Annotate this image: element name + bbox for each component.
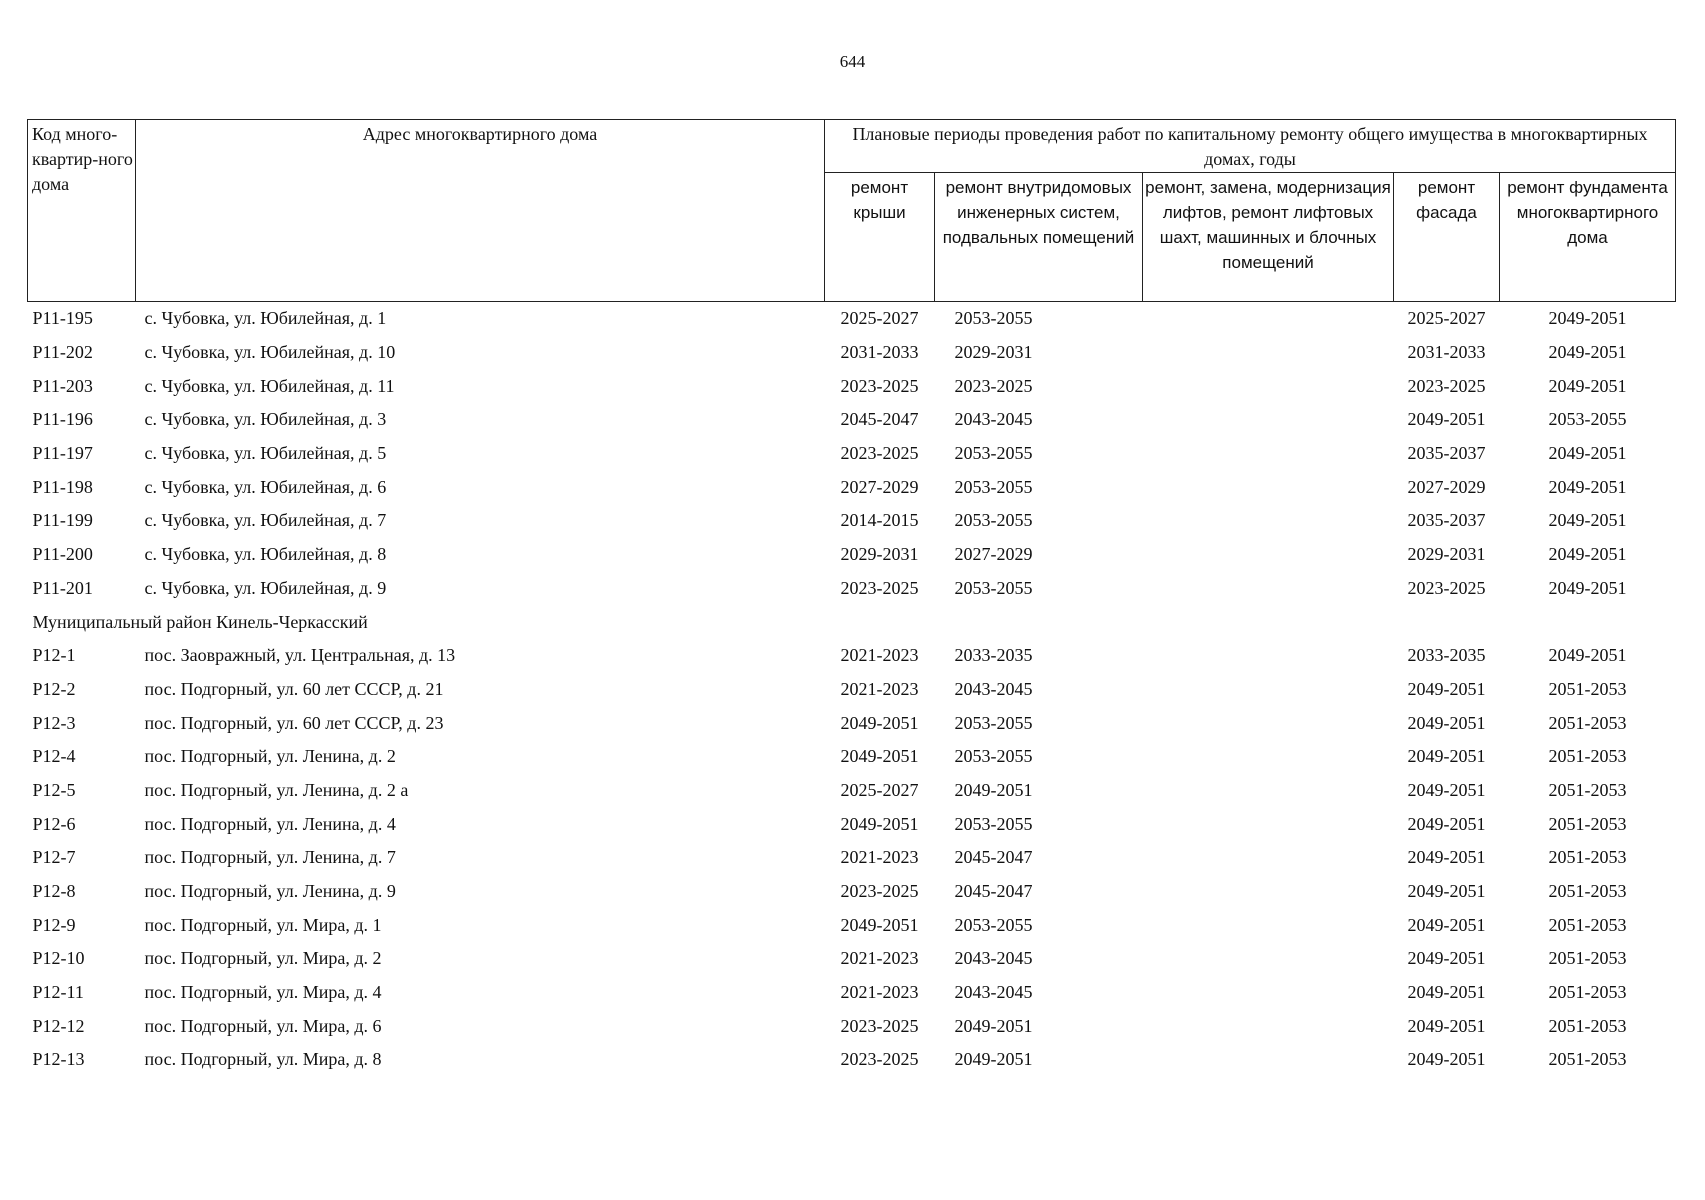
- cell-foundation: 2051-2053: [1548, 881, 1627, 902]
- cell-engineering: 2053-2055: [954, 813, 1033, 834]
- cell-lifts: [1143, 538, 1394, 572]
- cell-address: с. Чубовка, ул. Юбилейная, д. 5: [144, 443, 387, 464]
- header-roof: ремонт крыши: [825, 173, 935, 302]
- cell-code: Р11-197: [32, 443, 93, 464]
- header-address: Адрес многоквартирного дома: [136, 120, 825, 302]
- cell-address: с. Чубовка, ул. Юбилейная, д. 9: [144, 577, 387, 598]
- cell-lifts: [1143, 807, 1394, 841]
- cell-facade: 2049-2051: [1407, 712, 1486, 733]
- cell-facade: 2025-2027: [1407, 308, 1486, 329]
- cell-code: Р11-203: [32, 375, 93, 396]
- table-row: [28, 673, 1676, 707]
- cell-address: пос. Подгорный, ул. Ленина, д. 9: [144, 881, 396, 902]
- cell-code: Р12-7: [32, 847, 76, 868]
- cell-foundation: 2051-2053: [1548, 746, 1627, 767]
- cell-code: Р11-202: [32, 342, 93, 363]
- table-header: [28, 120, 1676, 302]
- header-code: Код много-квартир-ного дома: [28, 120, 136, 302]
- cell-facade: 2033-2035: [1407, 645, 1486, 666]
- cell-engineering: 2049-2051: [954, 779, 1033, 800]
- cell-engineering: 2053-2055: [954, 712, 1033, 733]
- cell-address: пос. Заовражный, ул. Центральная, д. 13: [144, 645, 456, 666]
- cell-address: пос. Подгорный, ул. Мира, д. 8: [144, 1049, 382, 1070]
- cell-facade: 2049-2051: [1407, 779, 1486, 800]
- cell-foundation: 2051-2053: [1548, 678, 1627, 699]
- cell-roof: 2045-2047: [840, 409, 919, 430]
- cell-lifts: [1143, 572, 1394, 606]
- cell-engineering: 2023-2025: [954, 375, 1033, 396]
- cell-foundation: 2051-2053: [1548, 982, 1627, 1003]
- cell-lifts: [1143, 302, 1394, 336]
- table-row: [28, 908, 1676, 942]
- cell-roof: 2049-2051: [840, 746, 919, 767]
- cell-address: с. Чубовка, ул. Юбилейная, д. 10: [144, 342, 396, 363]
- cell-facade: 2029-2031: [1407, 544, 1486, 565]
- cell-facade: 2049-2051: [1407, 847, 1486, 868]
- cell-roof: 2027-2029: [840, 476, 919, 497]
- cell-roof: 2023-2025: [840, 375, 919, 396]
- cell-code: Р12-11: [32, 982, 84, 1003]
- cell-code: Р12-1: [32, 645, 76, 666]
- cell-roof: 2025-2027: [840, 308, 919, 329]
- cell-code: Р12-13: [32, 1049, 85, 1070]
- table-row: [28, 976, 1676, 1010]
- cell-engineering: 2053-2055: [954, 510, 1033, 531]
- cell-code: Р11-196: [32, 409, 93, 430]
- cell-engineering: 2053-2055: [954, 476, 1033, 497]
- table-row: [28, 706, 1676, 740]
- cell-roof: 2023-2025: [840, 443, 919, 464]
- cell-lifts: [1143, 470, 1394, 504]
- cell-engineering: 2053-2055: [954, 308, 1033, 329]
- cell-foundation: 2049-2051: [1548, 476, 1627, 497]
- cell-facade: 2027-2029: [1407, 476, 1486, 497]
- cell-foundation: 2049-2051: [1548, 645, 1627, 666]
- cell-engineering: 2049-2051: [954, 1049, 1033, 1070]
- cell-lifts: [1143, 942, 1394, 976]
- cell-roof: 2023-2025: [840, 881, 919, 902]
- cell-roof: 2021-2023: [840, 948, 919, 969]
- cell-foundation: 2049-2051: [1548, 577, 1627, 598]
- table-body: [28, 302, 1676, 1077]
- cell-foundation: 2049-2051: [1548, 544, 1627, 565]
- table-row: [28, 774, 1676, 808]
- cell-engineering: 2053-2055: [954, 746, 1033, 767]
- cell-facade: 2049-2051: [1407, 678, 1486, 699]
- cell-engineering: 2043-2045: [954, 982, 1033, 1003]
- cell-foundation: 2051-2053: [1548, 914, 1627, 935]
- cell-lifts: [1143, 673, 1394, 707]
- cell-address: с. Чубовка, ул. Юбилейная, д. 11: [144, 375, 395, 396]
- cell-code: Р12-12: [32, 1015, 85, 1036]
- table-row: [28, 437, 1676, 471]
- table-row: [28, 336, 1676, 370]
- cell-code: Р12-9: [32, 914, 76, 935]
- cell-roof: 2021-2023: [840, 982, 919, 1003]
- cell-facade: 2049-2051: [1407, 1049, 1486, 1070]
- cell-lifts: [1143, 908, 1394, 942]
- cell-code: Р11-200: [32, 544, 93, 565]
- cell-address: с. Чубовка, ул. Юбилейная, д. 8: [144, 544, 387, 565]
- cell-roof: 2021-2023: [840, 847, 919, 868]
- cell-facade: 2023-2025: [1407, 375, 1486, 396]
- cell-code: Р12-3: [32, 712, 76, 733]
- cell-foundation: 2049-2051: [1548, 375, 1627, 396]
- cell-foundation: 2051-2053: [1548, 1049, 1627, 1070]
- cell-address: пос. Подгорный, ул. Ленина, д. 7: [144, 847, 396, 868]
- cell-code: Р12-2: [32, 678, 76, 699]
- cell-lifts: [1143, 1043, 1394, 1077]
- header-foundation: ремонт фундамента многоквартирного дома: [1500, 173, 1676, 302]
- page-number: 644: [839, 52, 866, 71]
- table-row: [28, 369, 1676, 403]
- cell-address: пос. Подгорный, ул. Мира, д. 6: [144, 1015, 382, 1036]
- table-row: [28, 807, 1676, 841]
- cell-address: с. Чубовка, ул. Юбилейная, д. 3: [144, 409, 387, 430]
- cell-code: Р11-199: [32, 510, 93, 531]
- cell-foundation: 2051-2053: [1548, 779, 1627, 800]
- cell-lifts: [1143, 1009, 1394, 1043]
- cell-address: пос. Подгорный, ул. Ленина, д. 2 а: [144, 779, 409, 800]
- cell-roof: 2023-2025: [840, 1015, 919, 1036]
- table-row: [28, 841, 1676, 875]
- cell-lifts: [1143, 369, 1394, 403]
- cell-roof: 2049-2051: [840, 712, 919, 733]
- cell-foundation: 2051-2053: [1548, 948, 1627, 969]
- table-row: [28, 403, 1676, 437]
- table-row: [28, 639, 1676, 673]
- cell-engineering: 2043-2045: [954, 409, 1033, 430]
- cell-foundation: 2051-2053: [1548, 813, 1627, 834]
- header-facade: ремонт фасада: [1394, 173, 1500, 302]
- table-row: [28, 504, 1676, 538]
- cell-engineering: 2053-2055: [954, 577, 1033, 598]
- cell-code: Р12-8: [32, 881, 76, 902]
- cell-roof: 2021-2023: [840, 645, 919, 666]
- cell-code: Р11-198: [32, 476, 93, 497]
- cell-foundation: 2053-2055: [1548, 409, 1627, 430]
- table-row: [28, 942, 1676, 976]
- section-title: Муниципальный район Кинель-Черкасский: [32, 611, 368, 632]
- cell-code: Р12-10: [32, 948, 85, 969]
- cell-roof: 2023-2025: [840, 1049, 919, 1070]
- table-row: [28, 302, 1676, 336]
- repair-schedule-table: [27, 119, 1676, 1077]
- cell-code: Р11-201: [32, 577, 93, 598]
- cell-code: Р12-4: [32, 746, 76, 767]
- section-row: [28, 605, 1676, 639]
- cell-roof: 2031-2033: [840, 342, 919, 363]
- cell-roof: 2021-2023: [840, 678, 919, 699]
- cell-foundation: 2049-2051: [1548, 510, 1627, 531]
- cell-engineering: 2043-2045: [954, 678, 1033, 699]
- table-row: [28, 470, 1676, 504]
- table-row: [28, 572, 1676, 606]
- cell-address: пос. Подгорный, ул. Мира, д. 1: [144, 914, 382, 935]
- cell-roof: 2025-2027: [840, 779, 919, 800]
- cell-lifts: [1143, 336, 1394, 370]
- cell-engineering: 2033-2035: [954, 645, 1033, 666]
- cell-address: с. Чубовка, ул. Юбилейная, д. 6: [144, 476, 387, 497]
- cell-engineering: 2043-2045: [954, 948, 1033, 969]
- cell-address: с. Чубовка, ул. Юбилейная, д. 1: [144, 308, 387, 329]
- cell-roof: 2049-2051: [840, 813, 919, 834]
- cell-engineering: 2053-2055: [954, 443, 1033, 464]
- cell-roof: 2029-2031: [840, 544, 919, 565]
- cell-facade: 2035-2037: [1407, 443, 1486, 464]
- cell-lifts: [1143, 706, 1394, 740]
- cell-address: с. Чубовка, ул. Юбилейная, д. 7: [144, 510, 387, 531]
- header-periods: Плановые периоды проведения работ по капитальному ремонту общего имущества в многоквартирных домах, годы: [825, 120, 1676, 173]
- cell-lifts: [1143, 403, 1394, 437]
- cell-code: Р11-195: [32, 308, 93, 329]
- header-engineering: ремонт внутридомовых инженерных систем, подвальных помещений: [935, 173, 1143, 302]
- cell-address: пос. Подгорный, ул. 60 лет СССР, д. 21: [144, 678, 444, 699]
- cell-engineering: 2045-2047: [954, 881, 1033, 902]
- cell-lifts: [1143, 504, 1394, 538]
- cell-address: пос. Подгорный, ул. Мира, д. 2: [144, 948, 382, 969]
- cell-facade: 2049-2051: [1407, 948, 1486, 969]
- cell-lifts: [1143, 437, 1394, 471]
- table-row: [28, 1009, 1676, 1043]
- cell-code: Р12-5: [32, 779, 76, 800]
- cell-address: пос. Подгорный, ул. Ленина, д. 2: [144, 746, 396, 767]
- cell-engineering: 2027-2029: [954, 544, 1033, 565]
- cell-foundation: 2049-2051: [1548, 342, 1627, 363]
- cell-engineering: 2045-2047: [954, 847, 1033, 868]
- cell-engineering: 2053-2055: [954, 914, 1033, 935]
- cell-facade: 2049-2051: [1407, 982, 1486, 1003]
- cell-foundation: 2049-2051: [1548, 443, 1627, 464]
- cell-facade: 2049-2051: [1407, 409, 1486, 430]
- cell-code: Р12-6: [32, 813, 76, 834]
- table-row: [28, 740, 1676, 774]
- cell-address: пос. Подгорный, ул. Мира, д. 4: [144, 982, 382, 1003]
- table-row: [28, 538, 1676, 572]
- cell-engineering: 2029-2031: [954, 342, 1033, 363]
- cell-facade: 2035-2037: [1407, 510, 1486, 531]
- cell-lifts: [1143, 841, 1394, 875]
- cell-foundation: 2051-2053: [1548, 712, 1627, 733]
- cell-facade: 2049-2051: [1407, 813, 1486, 834]
- cell-foundation: 2051-2053: [1548, 1015, 1627, 1036]
- cell-lifts: [1143, 774, 1394, 808]
- cell-facade: 2023-2025: [1407, 577, 1486, 598]
- table-row: [28, 1043, 1676, 1077]
- cell-lifts: [1143, 740, 1394, 774]
- cell-engineering: 2049-2051: [954, 1015, 1033, 1036]
- cell-foundation: 2049-2051: [1548, 308, 1627, 329]
- cell-roof: 2023-2025: [840, 577, 919, 598]
- cell-facade: 2049-2051: [1407, 746, 1486, 767]
- header-lifts: ремонт, замена, модернизация лифтов, ремонт лифтовых шахт, машинных и блочных помещений: [1143, 173, 1394, 302]
- cell-facade: 2031-2033: [1407, 342, 1486, 363]
- cell-address: пос. Подгорный, ул. Ленина, д. 4: [144, 813, 396, 834]
- table-row: [28, 875, 1676, 909]
- cell-facade: 2049-2051: [1407, 881, 1486, 902]
- cell-roof: 2049-2051: [840, 914, 919, 935]
- cell-facade: 2049-2051: [1407, 914, 1486, 935]
- cell-facade: 2049-2051: [1407, 1015, 1486, 1036]
- cell-foundation: 2051-2053: [1548, 847, 1627, 868]
- cell-lifts: [1143, 875, 1394, 909]
- cell-lifts: [1143, 976, 1394, 1010]
- cell-address: пос. Подгорный, ул. 60 лет СССР, д. 23: [144, 712, 444, 733]
- cell-lifts: [1143, 639, 1394, 673]
- cell-roof: 2014-2015: [840, 510, 919, 531]
